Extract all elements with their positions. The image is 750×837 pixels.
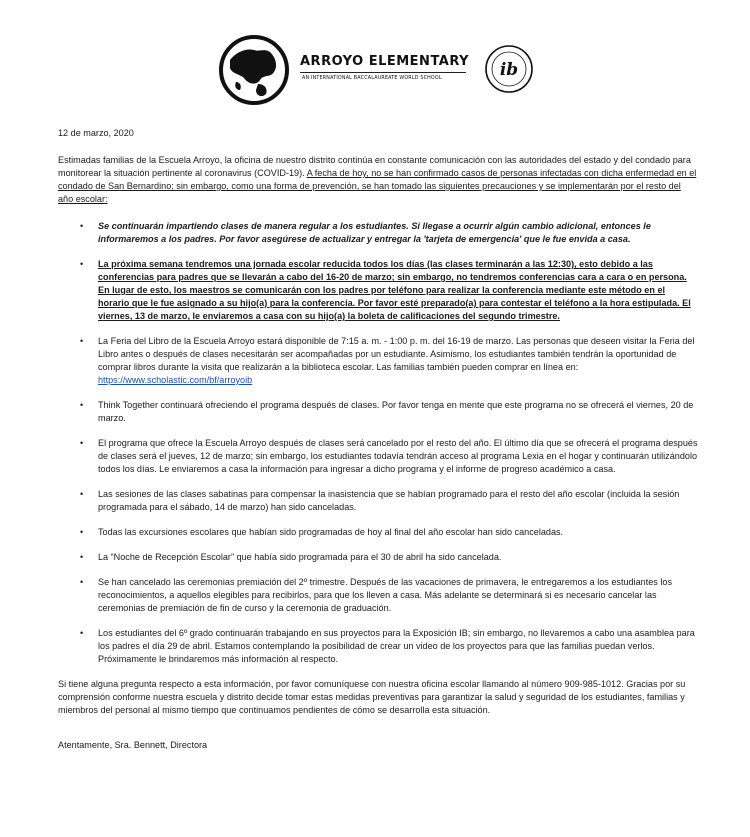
title-rule [300, 72, 466, 73]
item-text: Los estudiantes del 6º grado continuarán trabajando en sus proyectos para la Exposición IB; sin embargo, no llevaremos a cabo una asamblea para los padres el día 29 de abril. Estamos contemplando la posibilidad de crear un video de los proyectos para que las familias puedan verlos. Próximamente le brindaremos más información al respecto. [98, 628, 695, 664]
letterhead [0, 34, 750, 114]
bullet-icon: • [80, 221, 84, 231]
ib-logo-icon [484, 44, 534, 94]
bullet-icon: • [80, 336, 84, 346]
item-text: La “Noche de Recepción Escolar” que había sido programada para el 30 de abril ha sido cancelada. [98, 552, 502, 562]
list-item [58, 220, 698, 246]
bullet-icon: • [80, 259, 84, 269]
item-text: Se continuarán impartiendo clases de manera regular a los estudiantes. Si llegase a ocurrir algún cambio adicional, entonces le informaremos a los padres. Por favor asegúrese de actualizar y entregar la 'tarjeta de emergencia' que le fue envida a casa. [98, 221, 651, 244]
bullet-icon: • [80, 400, 84, 410]
globe-icon [218, 34, 290, 106]
school-subtitle: AN INTERNATIONAL BACCALAUREATE WORLD SCHOOL [302, 76, 442, 81]
bullet-icon: • [80, 577, 84, 587]
bullet-icon: • [80, 489, 84, 499]
list-item [58, 335, 698, 387]
list-item [58, 526, 698, 539]
ib-logo-text: ib [499, 60, 519, 80]
list-item [58, 576, 698, 615]
bullet-icon: • [80, 438, 84, 448]
list-item [58, 399, 698, 425]
intro-text: Estimadas familias de la Escuela Arroyo, la oficina de nuestro distrito continúa en constante comunicación con las autoridades del estado y del condado para monitorear la situación pertinente al coronavirus (COVID-19). [58, 155, 691, 178]
school-name: ARROYO ELEMENTARY [300, 54, 470, 69]
list-item [58, 551, 698, 564]
list-item [58, 437, 698, 476]
item-text: La próxima semana tendremos una jornada escolar reducida todos los días (las clases terminarán a las 12:30), esto debido a las conferencias para padres que se llevarán a cabo del 16-20 de marzo; sin embargo, no tendremos conferencias cara a cara o en persona. En lugar de esto, los maestros se comunicarán con los padres por teléfono para realizar la conferencia mediante este método en el horario que le fue asignado a su hijo(a) para la conferencia. Por favor esté preparado(a) para contestar el teléfono a la hora estipulada. El viernes, 13 de marzo, le enviaremos a casa con su hijo(a) la boleta de calificaciones del segundo trimestre. [98, 259, 691, 321]
item-text: Think Together continuará ofreciendo el programa después de clases. Por favor tenga en mente que este programa no se ofrecerá el viernes, 20 de marzo. [98, 400, 694, 423]
letter-body [58, 127, 698, 752]
closing-paragraph: Si tiene alguna pregunta respecto a esta información, por favor comuníquese con nuestra oficina escolar llamando al número 909-985-1012. Gracias por su comprensión conforme nuestra escuela y distrito decide tomar estas medidas preventivas para garantizar la salud y seguridad de los estudiantes, familias y miembros del personal al mismo tiempo que continuamos pendientes de cómo se desarrolla esta situación. [58, 679, 686, 715]
letter-date: 12 de marzo, 2020 [58, 128, 134, 138]
book-fair-link[interactable]: https://www.scholastic.com/bf/arroyoib [98, 375, 253, 385]
item-text: Las sesiones de las clases sabatinas para compensar la inasistencia que se habían programado para el resto del año escolar (incluida la sesión programada para el sábado, 14 de marzo) han sido canceladas. [98, 489, 680, 512]
intro-underlined-text: A fecha de hoy, no se han confirmado casos de personas infectadas con dicha enfermedad en el condado de San Bernardino; sin embargo, como una forma de prevención, se han tomado las siguientes precauciones y se implementarán por el resto del año escolar: [58, 168, 697, 204]
bullet-icon: • [80, 552, 84, 562]
intro-paragraph [58, 154, 698, 206]
bullet-icon: • [80, 527, 84, 537]
item-text: Se han cancelado las ceremonias premiación del 2º trimestre. Después de las vacaciones de primavera, le entregaremos a los estudiantes los reconocimientos, a aquellos elegibles para recibirlos, para que los lleven a casa. Más adelante se determinará si es necesario cancelar las ceremonias de premiación de fin de curso y la ceremonia de graduación. [98, 577, 673, 613]
item-text: El programa que ofrece la Escuela Arroyo después de clases será cancelado por el resto del año. El último día que se ofrecerá el programa después de clases será el jueves, 12 de marzo; sin embargo, los estudiantes todavía tendrán acceso al programa Lexia en el hogar y continuarán utilizándolo todos los días. Le enviaremos a casa la información para ingresar a dicho programa y el informe de progreso académico a casa. [98, 438, 698, 474]
bullet-icon: • [80, 628, 84, 638]
signature: Atentamente, Sra. Bennett, Directora [58, 740, 208, 750]
list-item [58, 258, 698, 323]
precautions-list [58, 220, 698, 666]
item-text: Todas las excursiones escolares que habían sido programadas de hoy al final del año escolar han sido canceladas. [98, 527, 564, 537]
item-text: La Feria del Libro de la Escuela Arroyo estará disponible de 7:15 a. m. - 1:00 p. m. del 16-19 de marzo. Las personas que deseen visitar la Feria del Libro antes o después de clases necesitarán ser acompañadas por un estudiante. Asimismo, los estudiantes también tendrán la oportunidad de comprar libros durante la visita que realizarán a la biblioteca escolar. Las familias también pueden comprar en línea en: [98, 336, 695, 372]
list-item [58, 488, 698, 514]
list-item [58, 627, 698, 666]
